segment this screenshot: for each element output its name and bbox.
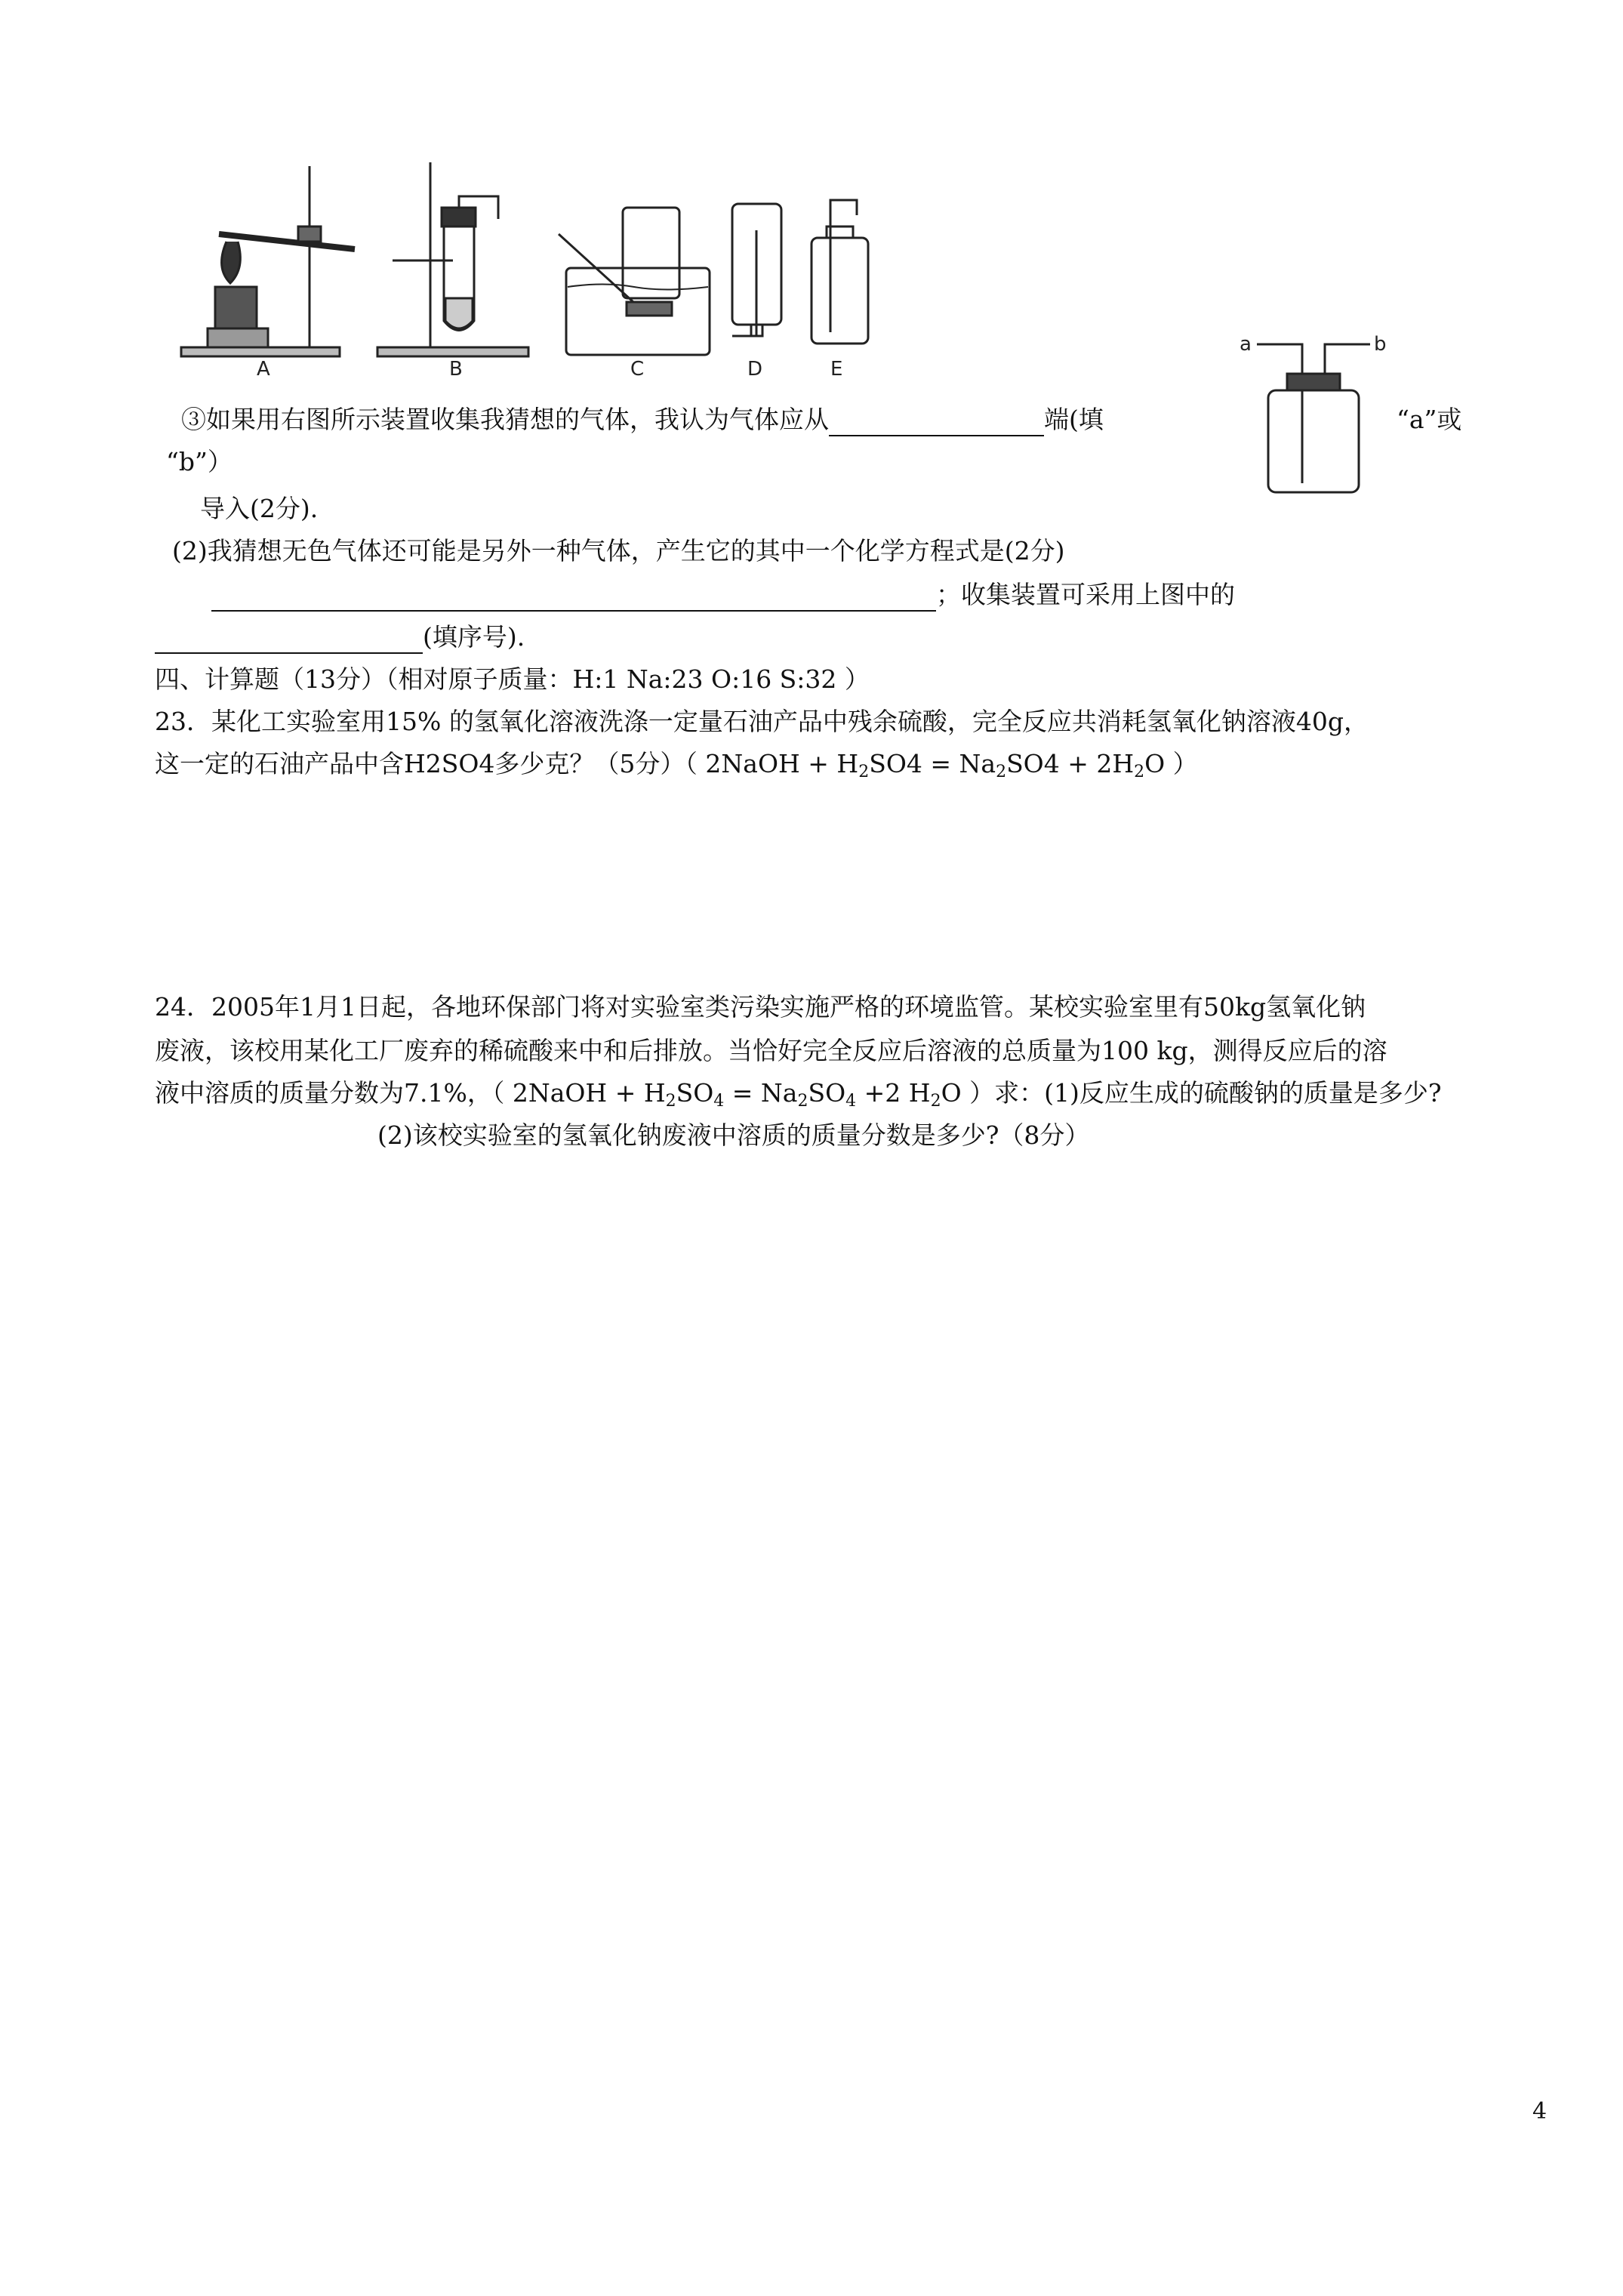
q24-sub1: 2 bbox=[665, 1092, 676, 1111]
q3-option-b: “b”） bbox=[166, 447, 233, 476]
q2-equation-blank[interactable] bbox=[211, 581, 936, 612]
q23-line2 bbox=[155, 747, 1198, 781]
q24-sub5: 2 bbox=[930, 1092, 941, 1111]
apparatus-c bbox=[559, 208, 710, 381]
q24-sub3: 2 bbox=[797, 1092, 808, 1111]
q2-line1: (2)我猜想无色气体还可能是另外一种气体，产生它的其中一个化学方程式是(2分) bbox=[172, 536, 1065, 566]
q23-eq-d: O ） bbox=[1144, 749, 1198, 778]
q24-sub2: 4 bbox=[713, 1092, 725, 1111]
label-c: C bbox=[630, 358, 645, 381]
q24-line3-d: SO bbox=[808, 1078, 846, 1108]
q24-line3-f: O ）求：(1)反应生成的硫酸钠的质量是多少? bbox=[941, 1078, 1442, 1108]
q24-line3-a: 液中溶质的质量分数为7.1%，（ 2NaOH + H bbox=[155, 1078, 666, 1108]
q3-option-a: “a”或 bbox=[1397, 405, 1462, 434]
q2-device-blank[interactable] bbox=[155, 624, 423, 654]
label-a: A bbox=[257, 358, 270, 381]
apparatus-e bbox=[812, 200, 868, 381]
q2-line2 bbox=[211, 578, 1235, 612]
q23-line1: 23．某化工实验室用15% 的氢氧化溶液洗涤一定量石油产品中残余硫酸，完全反应共消耗氢氧化钠溶液40g， bbox=[155, 707, 1369, 736]
q24-line2: 废液，该校用某化工厂废弃的稀硫酸来中和后排放。当恰好完全反应后溶液的总质量为100 kg，测得反应后的溶 bbox=[155, 1036, 1387, 1065]
label-e: E bbox=[830, 358, 843, 381]
q24-line1: 24．2005年1月1日起，各地环保部门将对实验室类污染实施严格的环境监管。某校实验室里有50kg氢氧化钠 bbox=[155, 992, 1366, 1022]
q24-sub4: 4 bbox=[845, 1092, 857, 1111]
q24-line3 bbox=[155, 1077, 1442, 1110]
q23-eq-sub3: 2 bbox=[1134, 763, 1145, 781]
q24-line4: (2)该校实验室的氢氧化钠废液中溶质的质量分数是多少?（8分） bbox=[377, 1120, 1090, 1150]
apparatus-d bbox=[732, 204, 781, 381]
apparatus-figure bbox=[174, 155, 898, 381]
q2-line3 bbox=[155, 621, 525, 654]
q23-line2-text: 这一定的石油产品中含H2SO4多少克？（5分）（ bbox=[155, 749, 706, 778]
q3-line1 bbox=[181, 403, 1104, 436]
q24-line3-b: SO bbox=[676, 1078, 714, 1108]
q23-eq-sub2: 2 bbox=[996, 763, 1007, 781]
q24-line3-e: +2 H bbox=[856, 1078, 931, 1108]
q3-prefix: ③如果用右图所示装置收集我猜想的气体，我认为气体应从 bbox=[181, 405, 829, 434]
section4-title: 四、计算题（13分）（相对原子质量：H:1 Na:23 O:16 S:32 ） bbox=[155, 664, 870, 694]
q23-eq-b: SO4 = Na bbox=[869, 749, 996, 778]
q2-line2-suffix: ；收集装置可采用上图中的 bbox=[936, 580, 1235, 609]
page-number: 4 bbox=[1532, 2098, 1548, 2125]
q23-eq-a: 2NaOH + H bbox=[705, 749, 859, 778]
q23-eq-c: SO4 + 2H bbox=[1006, 749, 1135, 778]
q3-mid: 端(填 bbox=[1044, 405, 1104, 434]
label-d: D bbox=[747, 358, 763, 381]
apparatus-a bbox=[181, 166, 355, 381]
port-a-label: a bbox=[1240, 333, 1252, 356]
q2-line3-suffix: (填序号). bbox=[423, 622, 525, 652]
q24-line3-c: = Na bbox=[724, 1078, 798, 1108]
port-b-label: b bbox=[1374, 333, 1387, 356]
q3-suffix: 导入(2分). bbox=[200, 494, 319, 523]
q3-answer-blank[interactable] bbox=[829, 406, 1044, 436]
gas-bottle-figure bbox=[1238, 332, 1389, 498]
q23-eq-sub1: 2 bbox=[858, 763, 870, 781]
label-b: B bbox=[449, 358, 463, 381]
apparatus-b bbox=[377, 162, 528, 381]
